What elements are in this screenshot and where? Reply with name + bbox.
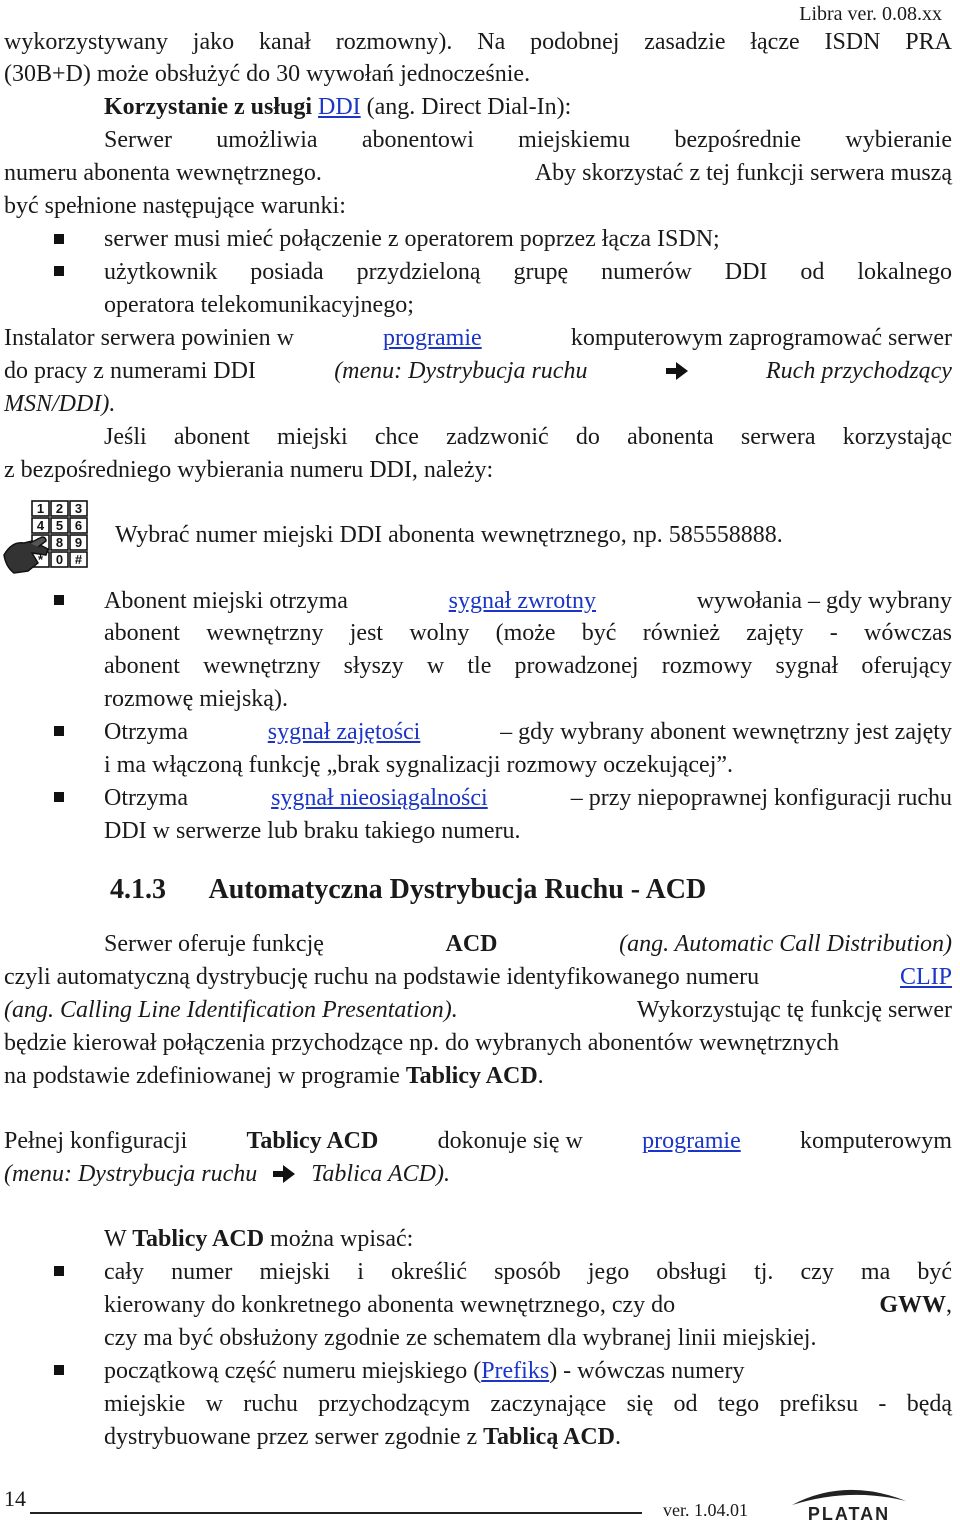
- ringback-signal-link[interactable]: sygnał zwrotny: [448, 588, 596, 614]
- section-number: 4.1.3: [110, 874, 166, 905]
- list-item-line: rozmowę miejską).: [104, 686, 288, 712]
- prefix-link[interactable]: Prefiks: [481, 1358, 550, 1384]
- paragraph-line: [4, 1125, 952, 1157]
- text-span: – przy niepoprawnej konfiguracji ruchu: [570, 785, 952, 811]
- text-span: kierowany do konkretnego abonenta wewnętrznego, czy do: [104, 1292, 676, 1318]
- list-item-line: DDI w serwerze lub braku takiego numeru.: [104, 818, 521, 844]
- text-span: Otrzyma: [104, 785, 188, 811]
- bullet-icon: [54, 266, 64, 276]
- menu-destination: Tablica ACD).: [311, 1161, 450, 1187]
- gww-bold: GWW: [879, 1292, 946, 1318]
- footer-version: ver. 1.04.01: [663, 1500, 748, 1520]
- list-item-line: abonent wewnętrzny słyszy w tle prowadzonej rozmowy sygnał oferujący: [104, 653, 952, 679]
- paragraph-line: [104, 1223, 413, 1255]
- busy-signal-link[interactable]: sygnał zajętości: [267, 719, 421, 745]
- keypad-key-label: 9: [74, 535, 83, 550]
- list-item-line: czy ma być obsłużony zgodnie ze schematem dla wybranej linii miejskiej.: [104, 1325, 817, 1351]
- list-item-line: [104, 1289, 952, 1321]
- platan-logo-text: PLATAN: [807, 1504, 891, 1523]
- list-item: [104, 1355, 952, 1387]
- text-span: Abonent miejski otrzyma: [104, 588, 348, 614]
- keypad-key-label: 8: [55, 535, 64, 550]
- text-span: (ang. Automatic Call Distribution): [619, 931, 952, 957]
- paragraph-line: wykorzystywany jako kanał rozmowny). Na podobnej zasadzie łącze ISDN PRA: [4, 29, 952, 55]
- list-item: operatora telekomunikacyjnego;: [104, 292, 414, 318]
- paragraph-line: [4, 994, 952, 1026]
- keypad-key-label: 6: [74, 518, 83, 533]
- text-span: komputerowym zaprogramować serwer: [570, 325, 952, 351]
- text-span: dystrybuowane przez serwer zgodnie z: [104, 1424, 478, 1450]
- text-span: .: [614, 1424, 621, 1450]
- text-span: Otrzyma: [104, 719, 188, 745]
- text-span: Serwer oferuje funkcję: [104, 931, 324, 957]
- platan-logo: [790, 1483, 908, 1523]
- paragraph-line: [4, 322, 952, 354]
- acd-bold: ACD: [445, 931, 498, 957]
- bullet-icon: [54, 726, 64, 736]
- text-span: można wpisać:: [270, 1226, 414, 1252]
- paragraph-line: [4, 1158, 450, 1190]
- keypad-hand-icon: [2, 497, 92, 575]
- paragraph-line: będzie kierował połączenia przychodzące np. do wybranych abonentów wewnętrznych: [4, 1030, 839, 1056]
- menu-destination: Ruch przychodzący: [766, 358, 952, 384]
- text-span: ) - wówczas numery: [549, 1358, 745, 1384]
- list-item-line: abonent wewnętrzny jest wolny (może być również zajęty - wówczas: [104, 620, 952, 646]
- text-span: początkową część numeru miejskiego (: [104, 1358, 482, 1384]
- keypad-instruction: Wybrać numer miejski DDI abonenta wewnętrznego, np. 585558888.: [115, 522, 783, 548]
- section-heading: [110, 873, 706, 907]
- list-item-line: i ma włączoną funkcję „brak sygnalizacji rozmowy oczekującej”.: [104, 752, 734, 778]
- ddi-title-bold: Korzystanie z usługi: [104, 94, 312, 120]
- paragraph-line: być spełnione następujące warunki:: [4, 193, 346, 219]
- text-span: (ang. Calling Line Identification Presentation).: [4, 997, 458, 1023]
- paragraph-line: [4, 355, 952, 387]
- paragraph-line: [104, 928, 952, 960]
- keypad-key-label: 2: [55, 501, 64, 516]
- unreachable-signal-link[interactable]: sygnał nieosiągalności: [271, 785, 488, 811]
- acd-table-bold: Tablicy ACD: [405, 1063, 538, 1089]
- keypad-key-label: 1: [36, 501, 45, 516]
- footer-divider: [30, 1512, 642, 1514]
- list-item: serwer musi mieć połączenie z operatorem poprzez łącza ISDN;: [104, 226, 720, 252]
- text-span: W: [104, 1226, 127, 1252]
- bullet-icon: [54, 1365, 64, 1375]
- text-span: komputerowym: [799, 1128, 952, 1154]
- keypad-key-label: 4: [36, 518, 45, 533]
- keypad-key-label: 3: [74, 501, 83, 516]
- list-item: użytkownik posiada przydzieloną grupę numerów DDI od lokalnego: [104, 259, 952, 285]
- paragraph-line: z bezpośredniego wybierania numeru DDI, należy:: [4, 457, 494, 483]
- keypad-key-label: 0: [55, 552, 64, 567]
- clip-link[interactable]: CLIP: [899, 964, 952, 990]
- bullet-icon: [54, 792, 64, 802]
- text-span: – gdy wybrany abonent wewnętrzny jest zajęty: [500, 719, 952, 745]
- paragraph-line: (30B+D) może obsłużyć do 30 wywołań jednocześnie.: [4, 61, 531, 87]
- text-span: .: [537, 1063, 544, 1089]
- text-span: do pracy z numerami DDI: [4, 358, 256, 384]
- list-item: [104, 716, 952, 748]
- text-span: na podstawie zdefiniowanej w programie: [4, 1063, 400, 1089]
- paragraph-line: Jeśli abonent miejski chce zadzwonić do abonenta serwera korzystając: [104, 424, 952, 450]
- programme-link[interactable]: programie: [383, 325, 482, 351]
- keypad-key-label: *: [37, 552, 44, 567]
- ddi-link[interactable]: DDI: [318, 94, 361, 120]
- text-span: dokonuje się w: [437, 1128, 583, 1154]
- text-span: wywołania – gdy wybrany: [696, 588, 952, 614]
- text-span: Instalator serwera powinien w: [4, 325, 294, 351]
- bullet-icon: [54, 1266, 64, 1276]
- acd-table-bold: Tablicy ACD: [132, 1226, 265, 1252]
- acd-table-bold: Tablicy ACD: [246, 1128, 379, 1154]
- text-span: Wykorzystując tę funkcję serwer: [636, 997, 952, 1023]
- list-item-line: miejskie w ruchu przychodzącym zaczynające się od tego prefiksu - będą: [104, 1391, 952, 1417]
- arrow-right-icon: [666, 362, 688, 380]
- paragraph-line: Serwer umożliwia abonentowi miejskiemu bezpośrednie wybieranie: [104, 127, 952, 153]
- list-item: [104, 782, 952, 814]
- ddi-title: [104, 91, 571, 123]
- paragraph-line: [4, 157, 952, 189]
- text-span: Pełnej konfiguracji: [4, 1128, 188, 1154]
- acd-table-bold: Tablicą ACD: [483, 1424, 615, 1450]
- menu-path: (menu: Dystrybucja ruchu: [334, 358, 588, 384]
- ddi-title-rest: (ang. Direct Dial-In):: [366, 94, 572, 120]
- programme-link[interactable]: programie: [642, 1128, 741, 1154]
- section-title: Automatyczna Dystrybucja Ruchu - ACD: [208, 874, 707, 905]
- keypad-key-label: 5: [55, 518, 64, 533]
- paragraph-line: MSN/DDI).: [4, 391, 116, 417]
- bullet-icon: [54, 234, 64, 244]
- list-item-line: [104, 1421, 621, 1453]
- keypad-key-label: #: [74, 552, 83, 567]
- header-version: Libra ver. 0.08.xx: [799, 3, 942, 25]
- text-span: numeru abonenta wewnętrznego.: [4, 160, 322, 186]
- text-span: ,: [946, 1292, 952, 1318]
- bullet-icon: [54, 595, 64, 605]
- list-item: [104, 585, 952, 617]
- list-item: cały numer miejski i określić sposób jego obsługi tj. czy ma być: [104, 1259, 952, 1285]
- menu-path: (menu: Dystrybucja ruchu: [4, 1161, 258, 1187]
- paragraph-line: [4, 1060, 544, 1092]
- arrow-right-icon: [273, 1165, 295, 1183]
- text-span: Aby skorzystać z tej funkcji serwera muszą: [534, 160, 952, 186]
- paragraph-line: [4, 961, 952, 993]
- text-span: czyli automatyczną dystrybucję ruchu na podstawie identyfikowanego numeru: [4, 964, 760, 990]
- page-number: 14: [4, 1486, 26, 1511]
